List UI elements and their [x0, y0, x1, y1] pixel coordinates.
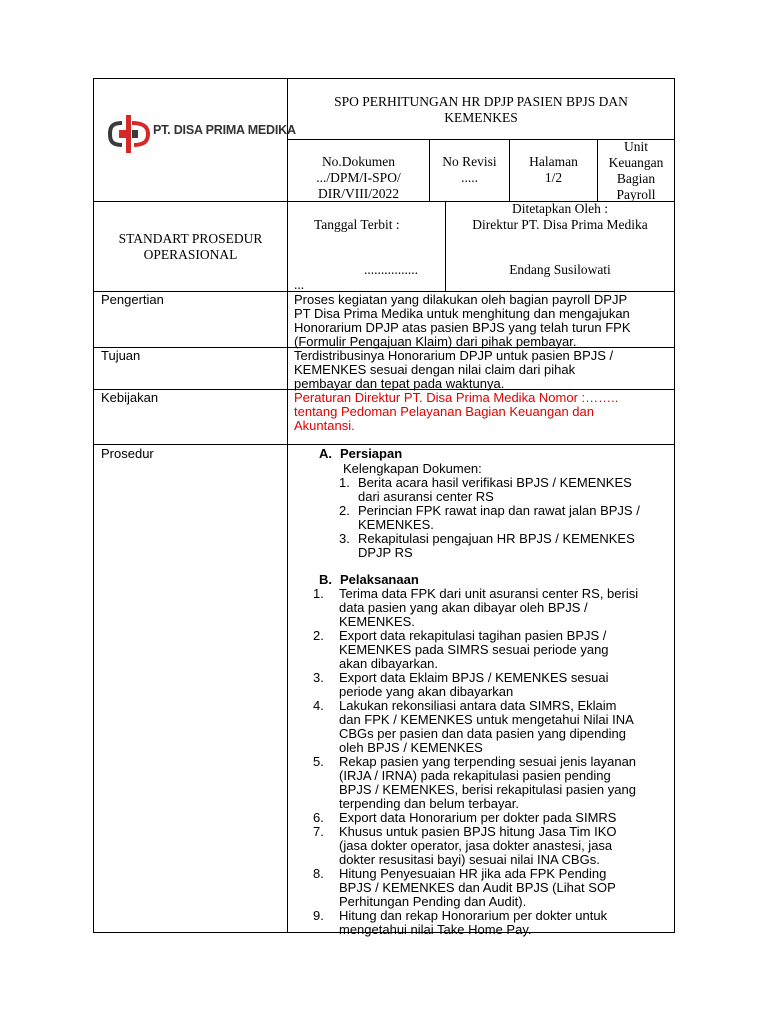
list-item-number: 9.	[313, 908, 324, 923]
list-item-line: terpending dan belum terbayar.	[339, 796, 519, 811]
issue-date-value-cont: ...	[294, 277, 305, 292]
list-item-line: Perincian FPK rawat inap dan rawat jalan BPJS /	[358, 503, 640, 518]
list-item-number: 3.	[339, 531, 350, 546]
list-item	[339, 532, 669, 560]
list-item	[313, 867, 673, 909]
kebijakan-label: Kebijakan	[101, 390, 159, 405]
section-b-list	[313, 587, 673, 937]
list-item	[313, 811, 673, 825]
list-item-line: oleh BPJS / KEMENKES	[339, 740, 483, 755]
list-item-number: 6.	[313, 810, 324, 825]
issue-date-label: Tanggal Terbit :	[314, 217, 400, 232]
section-a-list	[339, 476, 669, 560]
list-item-line: dari asuransi center RS	[358, 489, 494, 504]
page-number: Halaman 1/2	[529, 154, 578, 185]
list-item-line: Rekap pasien yang terpending sesuai jenis layanan	[339, 754, 637, 769]
border-row-prosedur	[93, 444, 675, 445]
list-item-number: 2.	[339, 503, 350, 518]
list-item-line: BPJS / KEMENKES, berisi rekapitulasi pasien yang	[339, 782, 636, 797]
section-b-title: Pelaksanaan	[340, 572, 419, 587]
list-item-line: Export data Honorarium per dokter pada SIMRS	[339, 810, 617, 825]
list-item-line: Export data rekapitulasi tagihan pasien BPJS /	[339, 628, 607, 643]
list-item-line: Perhitungan Pending dan Audit).	[339, 894, 527, 909]
list-item	[313, 629, 673, 671]
document-title: SPO PERHITUNGAN HR DPJP PASIEN BPJS DAN KEMENKES	[334, 94, 628, 125]
company-name: PT. DISA PRIMA MEDIKA	[153, 123, 296, 137]
list-item-line: Hitung Penyesuaian HR jika ada FPK Pending	[339, 866, 607, 881]
list-item-line: data pasien yang akan dibayar oleh BPJS /	[339, 600, 588, 615]
list-item-number: 3.	[313, 670, 324, 685]
list-item-number: 5.	[313, 754, 324, 769]
list-item-line: Hitung dan rekap Honorarium per dokter untuk	[339, 908, 608, 923]
list-item-line: DPJP RS	[358, 545, 413, 560]
list-item-number: 4.	[313, 698, 324, 713]
list-item	[313, 699, 673, 755]
list-item-line: mengetahui nilai Take Home Pay.	[339, 922, 532, 937]
list-item-line: Terima data FPK dari unit asuransi center RS, berisi	[339, 586, 639, 601]
list-item-number: 1.	[313, 586, 324, 601]
list-item-line: (jasa dokter operator, jasa dokter anastesi, jasa	[339, 838, 613, 853]
section-a-title: Persiapan	[340, 446, 403, 461]
list-item-line: periode yang akan dibayarkan	[339, 684, 514, 699]
list-item-line: (IRJA / IRNA) pada rekapitulasi pasien pending	[339, 768, 611, 783]
list-item-line: Export data Eklaim BPJS / KEMENKES sesuai	[339, 670, 609, 685]
section-a-intro: Kelengkapan Dokumen:	[343, 461, 482, 476]
approved-by: Ditetapkan Oleh : Direktur PT. Disa Prima Medika	[472, 201, 648, 232]
border-col-main	[287, 78, 288, 932]
list-item-line: dokter resusitasi bayi) sesuai nilai INA CBGs.	[339, 852, 600, 867]
company-logo-icon	[108, 113, 152, 155]
list-item-line: KEMENKES pada SIMRS sesuai periode yang	[339, 642, 609, 657]
prosedur-label: Prosedur	[101, 446, 154, 461]
list-item-number: 2.	[313, 628, 324, 643]
list-item	[313, 671, 673, 699]
pengertian-text: Proses kegiatan yang dilakukan oleh bagian payroll DPJP PT Disa Prima Medika untuk menghitung dan mengajukan Honorarium DPJP atas pasien BPJS yang telah turun FPK (Formulir Pengajuan Klaim) dari pihak pembayar.	[294, 292, 631, 349]
list-item-line: Khusus untuk pasien BPJS hitung Jasa Tim IKO	[339, 824, 617, 839]
list-item	[313, 587, 673, 629]
list-item-line: CBGs per pasien dan data pasien yang dipending	[339, 726, 626, 741]
list-item-line: KEMENKES.	[358, 517, 434, 532]
list-item	[313, 825, 673, 867]
list-item	[313, 755, 673, 811]
list-item-line: akan dibayarkan.	[339, 656, 439, 671]
list-item-number: 8.	[313, 866, 324, 881]
section-a-marker: A.	[319, 446, 332, 461]
list-item-line: dan FPK / KEMENKES untuk mengetahui Nilai INA	[339, 712, 634, 727]
kebijakan-text: Peraturan Direktur PT. Disa Prima Medika Nomor :…….. tentang Pedoman Pelayanan Bagian Keuangan dan Akuntansi.	[294, 390, 619, 433]
list-item	[339, 476, 669, 504]
signer-name: Endang Susilowati	[509, 262, 611, 277]
list-item	[313, 909, 673, 937]
list-item-line: BPJS / KEMENKES dan Audit BPJS (Lihat SOP	[339, 880, 616, 895]
sop-label: STANDART PROSEDUR OPERASIONAL	[118, 231, 263, 262]
border-top	[93, 78, 675, 79]
tujuan-text: Terdistribusinya Honorarium DPJP untuk pasien BPJS / KEMENKES sesuai dengan nilai claim dari pihak pembayar dan tepat pada waktunya.	[294, 348, 614, 391]
list-item-line: Lakukan rekonsiliasi antara data SIMRS, Eklaim	[339, 698, 617, 713]
list-item-line: KEMENKES.	[339, 614, 415, 629]
document-number: No.Dokumen .../DPM/I-SPO/ DIR/VIII/2022	[316, 154, 401, 201]
list-item-line: Rekapitulasi pengajuan HR BPJS / KEMENKES	[358, 531, 635, 546]
pengertian-label: Pengertian	[101, 292, 164, 307]
list-item-line: Berita acara hasil verifikasi BPJS / KEMENKES	[358, 475, 632, 490]
revision-number: No Revisi .....	[442, 154, 497, 185]
tujuan-label: Tujuan	[101, 348, 141, 363]
section-b-marker: B.	[319, 572, 332, 587]
list-item-number: 7.	[313, 824, 324, 839]
list-item	[339, 504, 669, 532]
list-item-number: 1.	[339, 475, 350, 490]
border-right	[674, 78, 675, 933]
issue-date-value: ................	[364, 262, 418, 277]
unit-name: Unit Keuangan Bagian Payroll	[608, 139, 664, 202]
border-left	[93, 78, 94, 933]
